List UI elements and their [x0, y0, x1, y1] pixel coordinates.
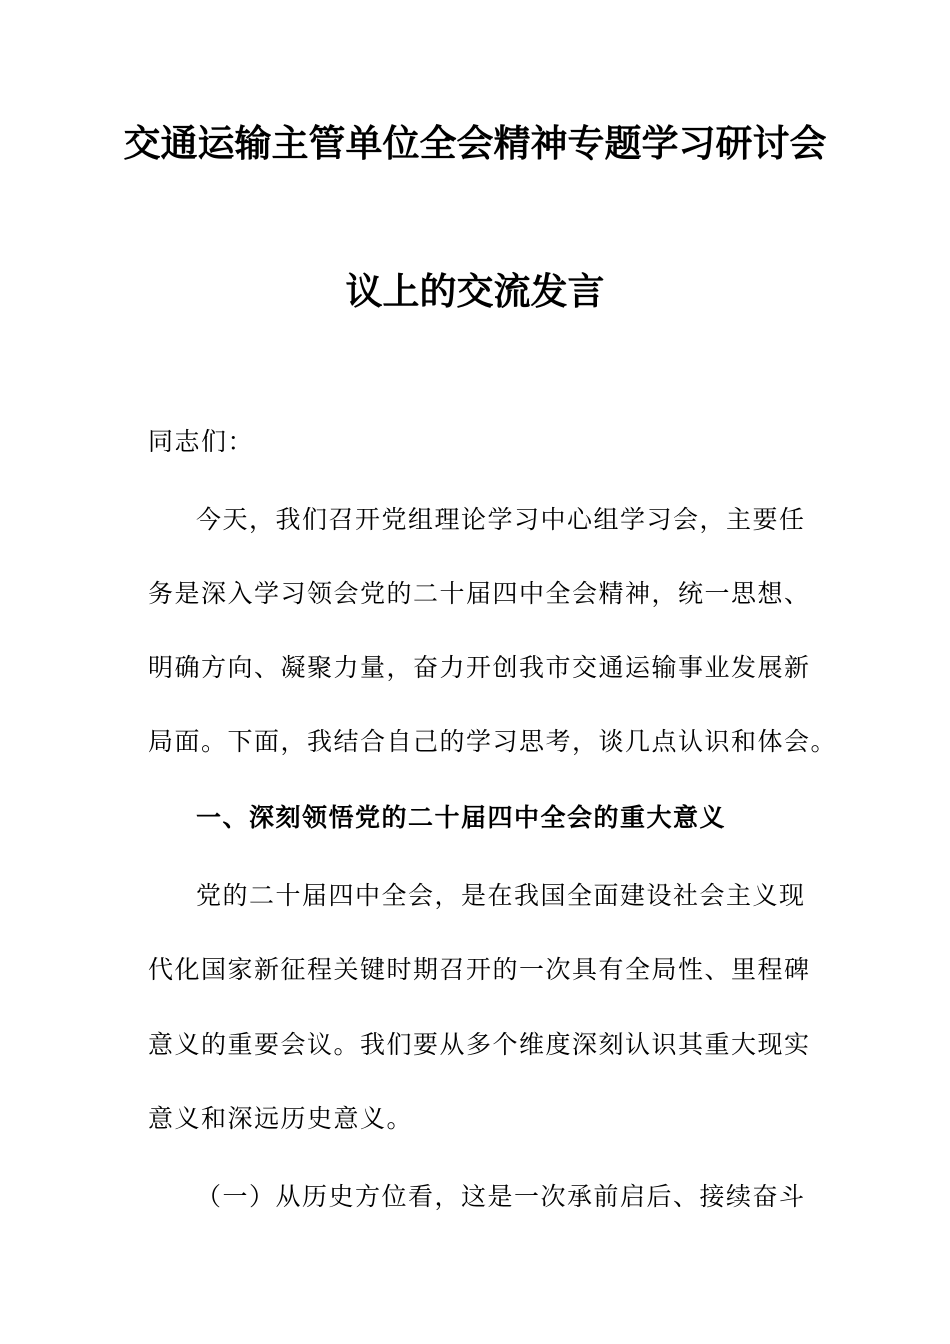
- section-1-heading: 一、深刻领悟党的二十届四中全会的重大意义: [196, 803, 727, 832]
- paragraph-1-line-1: 今天，我们召开党组理论学习中心组学习会，主要任: [196, 505, 806, 534]
- salutation: 同志们：: [148, 427, 255, 456]
- paragraph-2-line-2: 代化国家新征程关键时期召开的一次具有全局性、里程碑: [148, 955, 811, 984]
- subsection-1-line-1: （一）从历史方位看，这是一次承前启后、接续奋斗: [196, 1182, 806, 1211]
- paragraph-1-line-4: 局面。下面，我结合自己的学习思考，谈几点认识和体会。: [148, 727, 838, 756]
- paragraph-2-line-3: 意义的重要会议。我们要从多个维度深刻认识其重大现实: [148, 1030, 811, 1059]
- paragraph-2-line-4: 意义和深远历史意义。: [148, 1104, 414, 1133]
- paragraph-1-line-3: 明确方向、凝聚力量，奋力开创我市交通运输事业发展新: [148, 653, 811, 682]
- paragraph-2-line-1: 党的二十届四中全会，是在我国全面建设社会主义现: [196, 881, 806, 910]
- document-title-line-1: 交通运输主管单位全会精神专题学习研讨会: [123, 122, 827, 165]
- document-title-line-2: 议上的交流发言: [345, 270, 605, 313]
- paragraph-1-line-2: 务是深入学习领会党的二十届四中全会精神，统一思想、: [148, 579, 811, 608]
